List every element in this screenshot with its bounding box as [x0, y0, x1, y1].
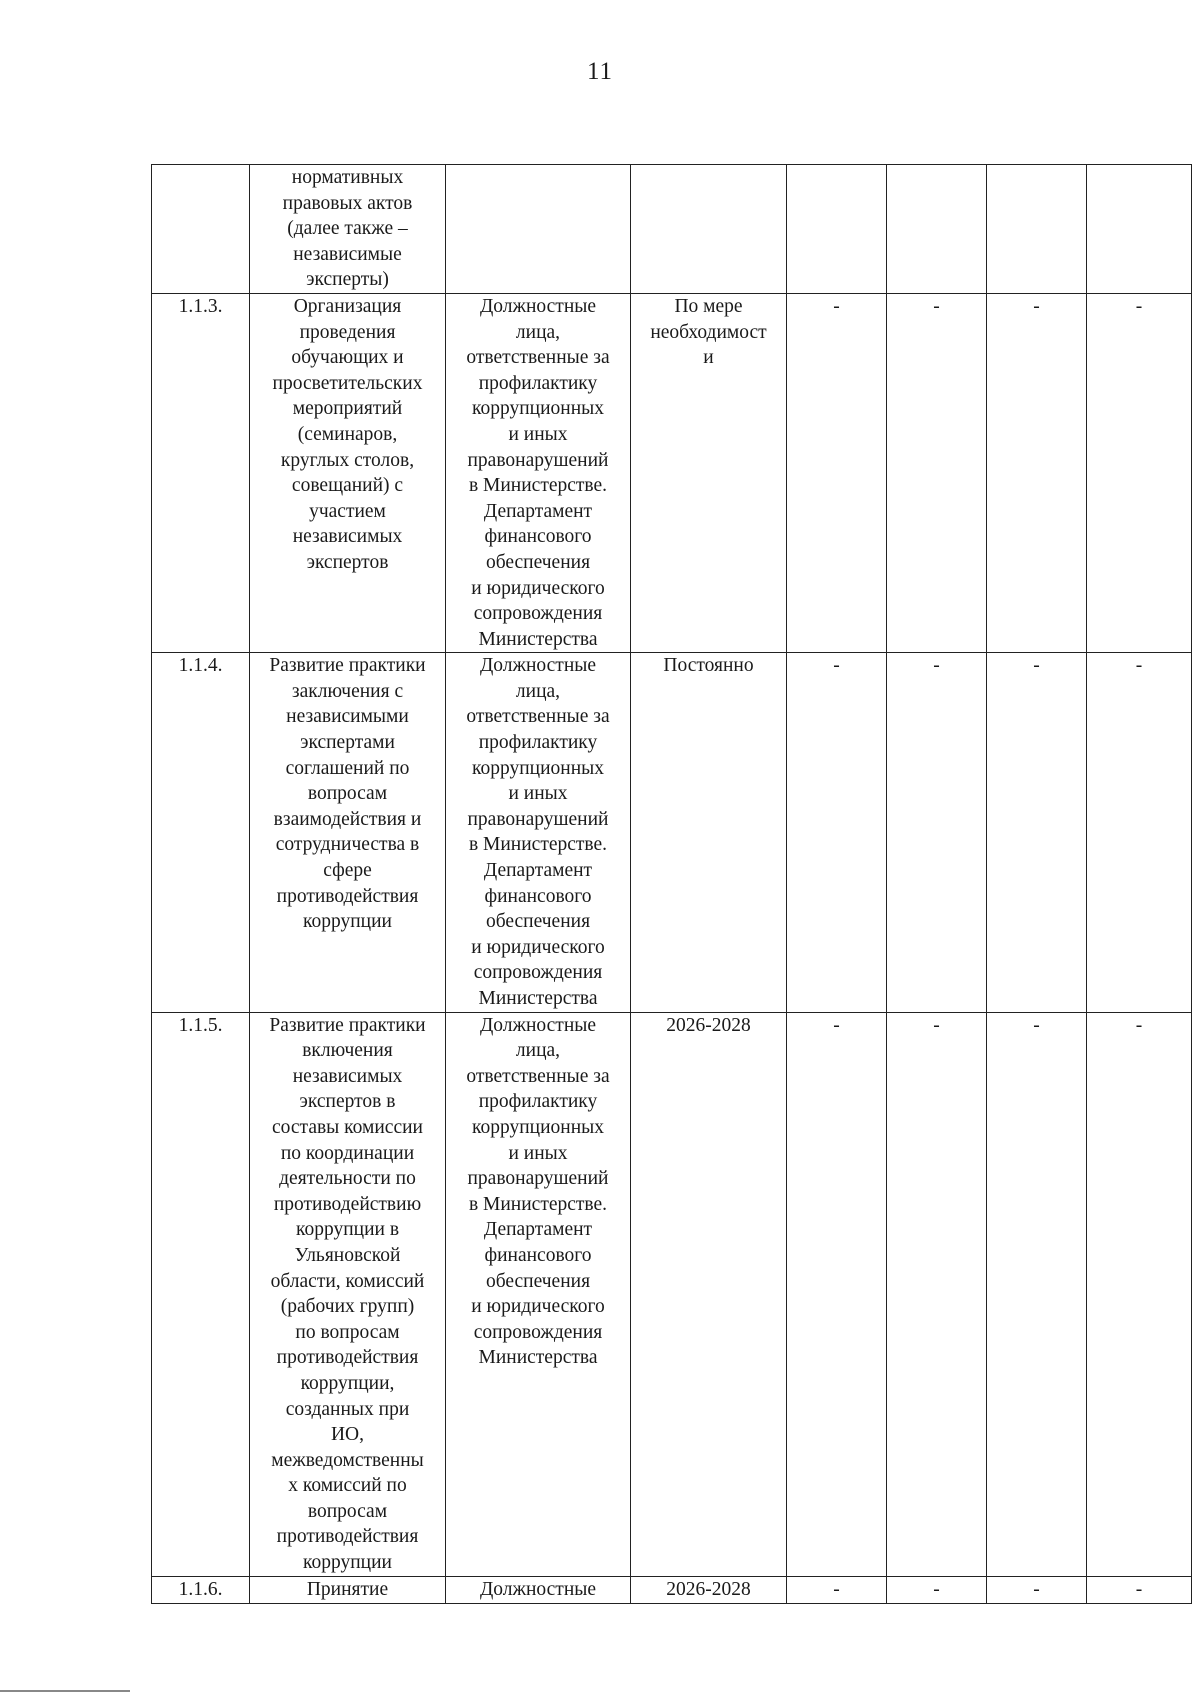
responsible-cell-line: финансового	[484, 526, 592, 548]
term-cell-line: Постоянно	[663, 655, 754, 677]
responsible-cell-line: и юридического	[471, 1296, 605, 1318]
measure-cell-line: по координации	[280, 1142, 415, 1164]
measure-cell-line: Ульяновской	[294, 1244, 401, 1266]
responsible-cell	[446, 165, 631, 294]
responsible-cell-line: обеспечения	[485, 911, 591, 933]
item-number-cell: 1.1.6.	[152, 1576, 250, 1603]
value-cell-c7: -	[987, 1012, 1087, 1576]
measure-cell-line: коррупции в	[295, 1219, 400, 1241]
responsible-cell-line: Должностные	[479, 1014, 597, 1036]
measure-cell-line: коррупции	[303, 911, 392, 933]
responsible-cell	[446, 653, 631, 1012]
measure-cell-line: коррупции	[303, 1552, 392, 1574]
responsible-cell-line: и юридического	[471, 936, 605, 958]
measure-cell-line: заключения с	[291, 680, 404, 702]
responsible-cell-line: профилактику	[478, 1091, 598, 1113]
table-row	[152, 1012, 1192, 1576]
term-cell-line: По мере	[674, 295, 743, 317]
value-cell-c8	[1087, 165, 1192, 294]
measure-cell-line: созданных при	[285, 1398, 410, 1420]
responsible-cell-line: сопровождения	[473, 962, 603, 984]
value-cell-c6: -	[887, 653, 987, 1012]
measure-cell-line: Принятие	[306, 1578, 389, 1600]
responsible-cell-line: правонарушений	[467, 449, 609, 471]
responsible-cell-line: Министерства	[478, 628, 598, 650]
measure-cell-line: включения	[302, 1040, 393, 1062]
measure-cell-line: вопросам	[307, 1500, 388, 1522]
responsible-cell-line: лица,	[515, 1040, 561, 1062]
responsible-cell-line: ответственные за	[466, 1065, 610, 1087]
responsible-cell-line: в Министерстве.	[468, 834, 608, 856]
measure-cell-line: независимыми	[286, 706, 409, 728]
responsible-cell-line: коррупционных	[471, 1116, 604, 1138]
measure-cell-line: мероприятий	[292, 398, 403, 420]
responsible-cell-line: ответственные за	[466, 347, 610, 369]
responsible-cell-line: сопровождения	[473, 603, 603, 625]
responsible-cell-line: Министерства	[478, 988, 598, 1009]
measure-cell-line: (рабочих групп)	[280, 1296, 415, 1318]
responsible-cell-line: правонарушений	[467, 808, 609, 830]
responsible-cell-line: Должностные	[479, 655, 597, 677]
value-cell-c6: -	[887, 1576, 987, 1603]
measure-cell-line: круглых столов,	[280, 449, 415, 471]
measure-cell-line: (далее также –	[287, 218, 408, 240]
responsible-cell-line: в Министерстве.	[468, 475, 608, 497]
term-cell-line: 2026-2028	[666, 1578, 751, 1600]
value-cell-c7: -	[987, 293, 1087, 652]
responsible-cell-line: Должностные	[479, 1578, 597, 1600]
value-cell-c6	[887, 165, 987, 294]
responsible-cell-line: коррупционных	[471, 757, 604, 779]
value-cell-c5: -	[787, 293, 887, 652]
responsible-cell	[446, 293, 631, 652]
measure-cell	[250, 1012, 446, 1576]
table-body	[152, 165, 1192, 1604]
value-cell-c5: -	[787, 653, 887, 1012]
item-number-cell: 1.1.5.	[152, 1012, 250, 1576]
value-cell-c7: -	[987, 653, 1087, 1012]
measure-cell-line: деятельности по	[279, 1168, 416, 1190]
measure-cell-line: экспертов	[306, 551, 389, 573]
responsible-cell-line: Министерства	[478, 1347, 598, 1369]
measure-cell-line: Развитие практики	[269, 1014, 426, 1036]
measure-cell-line: правовых актов	[282, 192, 413, 214]
measure-cell-line: сотрудничества в	[275, 834, 420, 856]
measure-cell-line: участием	[309, 500, 386, 522]
value-cell-c5: -	[787, 1576, 887, 1603]
measure-cell-line: межведомственны	[271, 1449, 424, 1471]
responsible-cell-line: обеспечения	[485, 1270, 591, 1292]
responsible-cell-line: в Министерстве.	[468, 1193, 608, 1215]
item-number-cell	[152, 165, 250, 294]
term-cell-line: 2026-2028	[666, 1014, 751, 1036]
value-cell-c8: -	[1087, 293, 1192, 652]
table-row	[152, 293, 1192, 652]
measure-cell-line: по вопросам	[295, 1321, 400, 1343]
responsible-cell-line: лица,	[515, 680, 561, 702]
measure-cell-line: соглашений по	[285, 757, 410, 779]
responsible-cell-line: и иных	[508, 1142, 568, 1164]
measure-cell-line: противодействия	[276, 1526, 419, 1548]
measure-cell-line: нормативных	[291, 167, 404, 188]
responsible-cell-line: Должностные	[479, 295, 597, 317]
measure-cell-line: взаимодействия и	[273, 808, 422, 830]
measure-cell-line: противодействия	[276, 1347, 419, 1369]
page-number: 11	[586, 58, 614, 85]
measure-cell-line: экспертов в	[299, 1091, 396, 1113]
measure-cell	[250, 293, 446, 652]
measure-cell-line: х комиссий по	[288, 1475, 407, 1497]
measure-cell-line: противодействия	[276, 885, 419, 907]
responsible-cell-line: обеспечения	[485, 551, 591, 573]
value-cell-c7: -	[987, 1576, 1087, 1603]
term-cell-line: и	[703, 347, 714, 369]
scan-edge-mark	[0, 1690, 130, 1692]
measure-cell-line: совещаний) с	[291, 475, 404, 497]
term-cell	[631, 165, 787, 294]
term-cell	[631, 1576, 787, 1603]
responsible-cell-line: финансового	[484, 885, 592, 907]
value-cell-c7	[987, 165, 1087, 294]
measure-cell-line: независимых	[292, 1065, 403, 1087]
measure-cell-line: коррупции,	[300, 1372, 395, 1394]
measure-cell-line: (семинаров,	[297, 423, 398, 445]
responsible-cell-line: и иных	[508, 783, 568, 805]
measure-cell-line: просветительских	[272, 372, 423, 394]
measure-cell	[250, 653, 446, 1012]
item-number-cell: 1.1.3.	[152, 293, 250, 652]
value-cell-c5: -	[787, 1012, 887, 1576]
responsible-cell-line: профилактику	[478, 372, 598, 394]
term-cell	[631, 653, 787, 1012]
measure-cell-line: обучающих и	[291, 347, 404, 369]
value-cell-c6: -	[887, 293, 987, 652]
measure-cell-line: области, комиссий	[270, 1270, 425, 1292]
responsible-cell-line: коррупционных	[471, 398, 604, 420]
value-cell-c8: -	[1087, 1576, 1192, 1603]
value-cell-c8: -	[1087, 1012, 1192, 1576]
responsible-cell-line: правонарушений	[467, 1168, 609, 1190]
measure-cell-line: экспертами	[300, 732, 395, 754]
value-cell-c6: -	[887, 1012, 987, 1576]
responsible-cell-line: лица,	[515, 321, 561, 343]
responsible-cell-line: Департамент	[483, 860, 593, 882]
measure-cell-line: составы комиссии	[272, 1116, 423, 1138]
responsible-cell-line: ответственные за	[466, 706, 610, 728]
action-plan-table	[151, 164, 1192, 1604]
measure-cell-line: эксперты)	[306, 269, 389, 291]
measure-cell-line: ИО,	[330, 1424, 365, 1446]
responsible-cell	[446, 1576, 631, 1603]
measure-cell-line: Развитие практики	[269, 655, 426, 677]
term-cell-line: необходимост	[650, 321, 767, 343]
responsible-cell-line: Департамент	[483, 1219, 593, 1241]
responsible-cell-line: финансового	[484, 1244, 592, 1266]
value-cell-c8: -	[1087, 653, 1192, 1012]
measure-cell-line: независимые	[293, 243, 402, 265]
table-row	[152, 165, 1192, 294]
measure-cell-line: проведения	[299, 321, 396, 343]
responsible-cell	[446, 1012, 631, 1576]
measure-cell-line: Организация	[293, 295, 402, 317]
measure-cell-line: противодействию	[273, 1193, 422, 1215]
responsible-cell-line: профилактику	[478, 732, 598, 754]
measure-cell	[250, 1576, 446, 1603]
measure-cell-line: вопросам	[307, 783, 388, 805]
value-cell-c5	[787, 165, 887, 294]
term-cell	[631, 1012, 787, 1576]
table-row	[152, 1576, 1192, 1603]
responsible-cell-line: сопровождения	[473, 1321, 603, 1343]
table-row	[152, 653, 1192, 1012]
measure-cell-line: сфере	[323, 860, 372, 882]
responsible-cell-line: и юридического	[471, 577, 605, 599]
responsible-cell-line: и иных	[508, 423, 568, 445]
responsible-cell-line: Департамент	[483, 500, 593, 522]
term-cell	[631, 293, 787, 652]
measure-cell	[250, 165, 446, 294]
measure-cell-line: независимых	[292, 526, 403, 548]
item-number-cell: 1.1.4.	[152, 653, 250, 1012]
